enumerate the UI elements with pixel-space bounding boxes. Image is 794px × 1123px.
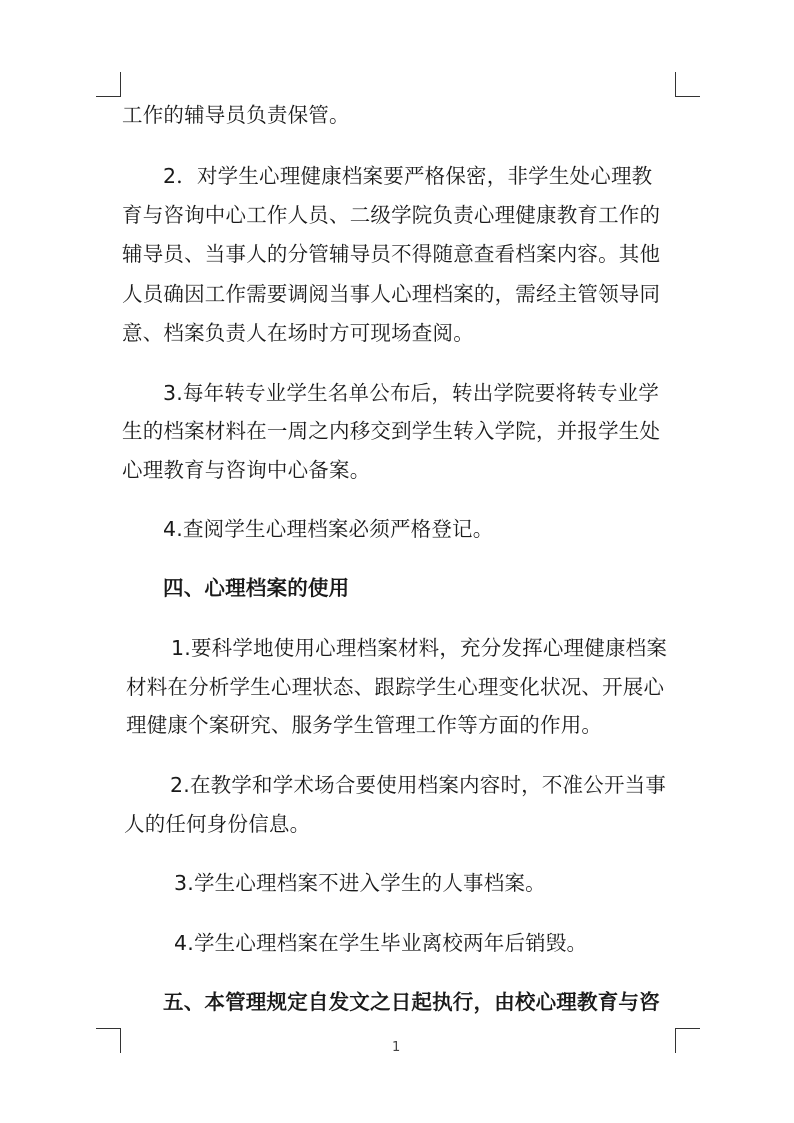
section-heading: 四、心理档案的使用 [163, 576, 350, 600]
paragraph-line: 意、档案负责人在场时方可现场查阅。 [122, 321, 474, 345]
paragraph-line: 材料在分析学生心理状态、跟踪学生心理变化状况、开展心 [126, 675, 665, 699]
paragraph-line: 理健康个案研究、服务学生管理工作等方面的作用。 [126, 713, 603, 737]
paragraph-line: 3.学生心理档案不进入学生的人事档案。 [174, 871, 546, 895]
paragraph-line: 工作的辅导员负责保管。 [122, 103, 350, 127]
paragraph-line: 人的任何身份信息。 [124, 812, 311, 836]
paragraph-line: 2．对学生心理健康档案要严格保密，非学生处心理教 [163, 164, 653, 188]
paragraph-line: 生的档案材料在一周之内移交到学生转入学院，并报学生处 [122, 419, 661, 443]
paragraph-line: 心理教育与咨询中心备案。 [122, 458, 371, 482]
paragraph-line: 育与咨询中心工作人员、二级学院负责心理健康教育工作的 [122, 203, 661, 227]
paragraph-line: 4.查阅学生心理档案必须严格登记。 [163, 517, 494, 541]
section-heading: 五、本管理规定自发文之日起执行，由校心理教育与咨 [163, 990, 660, 1014]
paragraph-line: 3.每年转专业学生名单公布后，转出学院要将转专业学 [163, 381, 660, 405]
paragraph-line: 1.要科学地使用心理档案材料，充分发挥心理健康档案 [171, 636, 668, 660]
paragraph-line: 辅导员、当事人的分管辅导员不得随意查看档案内容。其他 [122, 242, 661, 266]
crop-mark-bottom-right [675, 1028, 700, 1053]
paragraph-line: 2.在教学和学术场合要使用档案内容时，不准公开当事 [170, 773, 667, 797]
page-number: 1 [392, 1040, 401, 1055]
crop-mark-top-left [96, 72, 121, 97]
paragraph-line: 人员确因工作需要调阅当事人心理档案的，需经主管领导同 [122, 282, 661, 306]
crop-mark-bottom-left [96, 1028, 121, 1053]
paragraph-line: 4.学生心理档案在学生毕业离校两年后销毁。 [174, 931, 588, 955]
crop-mark-top-right [675, 72, 700, 97]
